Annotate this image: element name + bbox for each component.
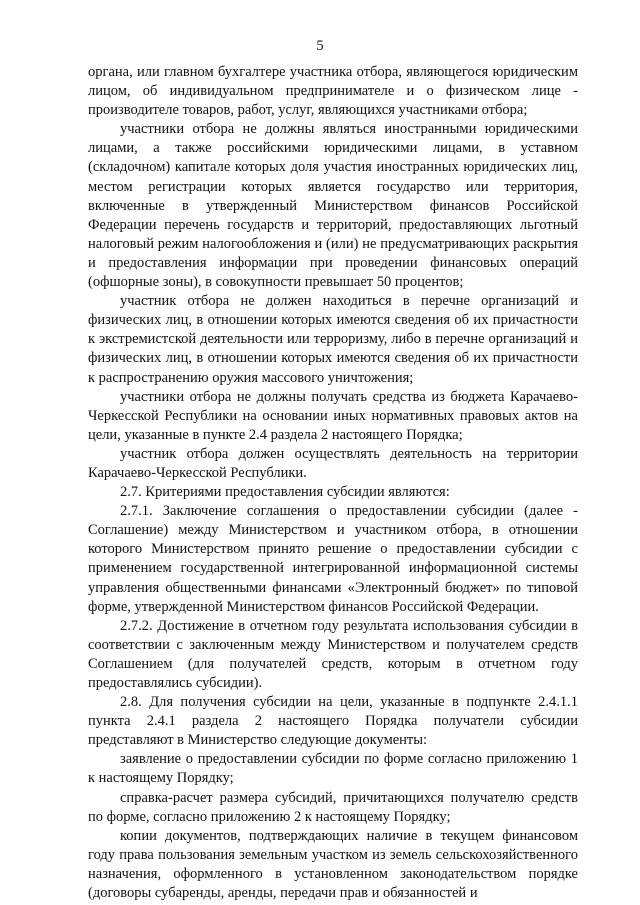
paragraph-3: участник отбора не должен находиться в перечне организаций и физических лиц, в отношении которых имеются сведения об их причастности к экстремистской деятельности или терроризму, либо в перечне организаций и физических лиц, в отношении которых имеются сведения об их причастности к распространению оружия массового уничтожения; — [88, 293, 578, 386]
paragraph-calculation: справка-расчет размера субсидий, причитающихся получателю средств по форме, согласно приложению 2 к настоящему Порядку; — [88, 789, 578, 825]
paragraph-2: участники отбора не должны являться иностранными юридическими лицами, а также российскими юридическими лицами, в уставном (складочном) капитале которых доля участия иностранных юридических лиц, местом регистрации которых является государство или территория, включенные в утвержденный Министерством финансов Российской Федерации перечень государств и территорий, предоставляющих льготный налоговый режим налогообложения и (или) не предусматривающих раскрытия и предоставления информации при проведении финансовых операций (офшорные зоны), в совокупности превышает 50 процентов; — [88, 121, 578, 291]
paragraph-4: участники отбора не должны получать средства из бюджета Карачаево-Черкесской Республики на основании иных нормативных правовых актов на цели, указанные в пункте 2.4 раздела 2 настоящего Порядка; — [88, 388, 578, 443]
paragraph-1: органа, или главном бухгалтере участника отбора, являющегося юридическим лицом, об индивидуальном предпринимателе и о физическом лице - производителе товаров, работ, услуг, являющихся участниками отбора; — [88, 64, 578, 119]
paragraph-5: участник отбора должен осуществлять деятельность на территории Карачаево-Черкесской Республики. — [88, 445, 578, 481]
paragraph-2-7-1: 2.7.1. Заключение соглашения о предоставлении субсидии (далее - Соглашение) между Министерством и участником отбора, в отношении которого Министерством принято решение о предоставлении субсидии с применением государственной интегрированной информационной системы управления общественными финансами «Электронный бюджет» по типовой форме, утвержденной Министерством финансов Российской Федерации. — [88, 503, 578, 615]
page-number: 5 — [316, 38, 324, 54]
paragraph-2-8: 2.8. Для получения субсидии на цели, указанные в подпункте 2.4.1.1 пункта 2.4.1 раздела 2 настоящего Порядка получатели субсидии представляют в Министерство следующие документы: — [88, 694, 578, 749]
paragraph-copies: копии документов, подтверждающих наличие в текущем финансовом году права пользования земельным участком из земель сельскохозяйственного назначения, оформленного в установленном законодательством порядке (договоры субаренды, аренды, передачи прав и обязанностей и — [88, 827, 578, 902]
paragraph-2-7-2: 2.7.2. Достижение в отчетном году результата использования субсидии в соответствии с заключенным между Министерством и получателем средств Соглашением (для получателей средств, которым в отчетном году предоставлялись субсидии). — [88, 617, 578, 691]
section-heading-2-7: 2.7. Критериями предоставления субсидии являются: — [120, 484, 450, 501]
document-body — [88, 63, 578, 903]
paragraph-application: заявление о предоставлении субсидии по форме согласно приложению 1 к настоящему Порядку; — [88, 751, 578, 787]
